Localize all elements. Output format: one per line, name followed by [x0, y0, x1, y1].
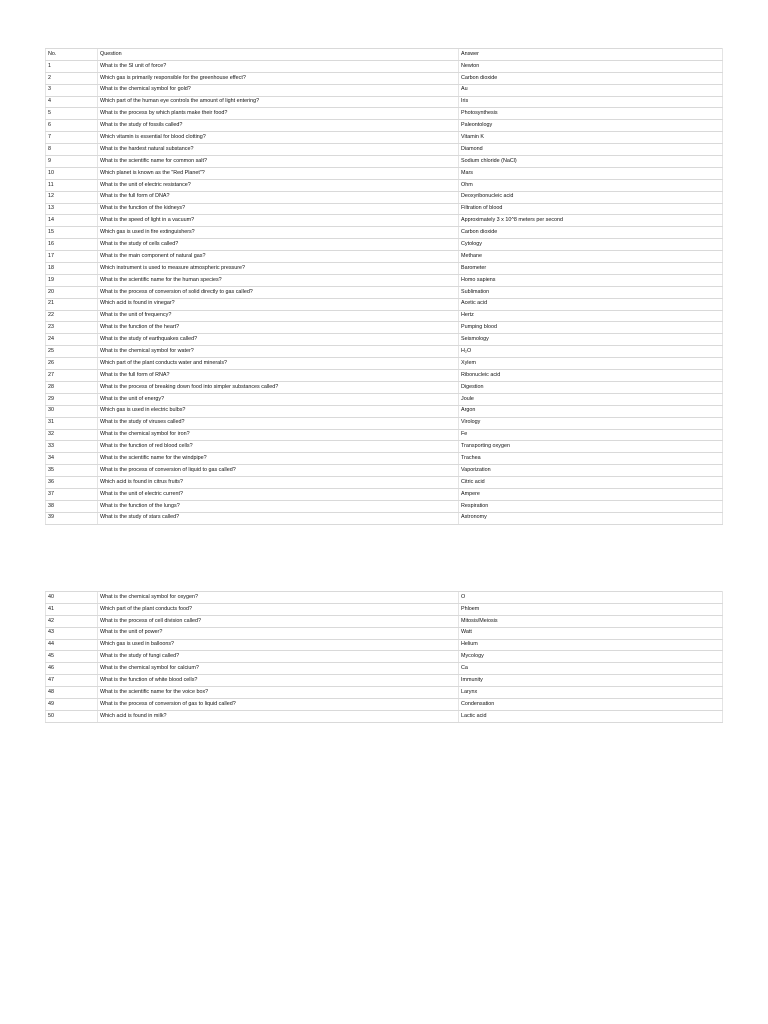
table-row: [46, 263, 723, 275]
answer-cell: Fe: [459, 429, 723, 441]
answer-cell: Hertz: [459, 310, 723, 322]
answer-cell: Watt: [459, 627, 723, 639]
row-number: 7: [46, 132, 98, 144]
answer-cell: Photosynthesis: [459, 108, 723, 120]
answer-cell: Virology: [459, 417, 723, 429]
question-cell: What is the SI unit of force?: [98, 60, 459, 72]
row-number: 8: [46, 144, 98, 156]
answer-cell: Digestion: [459, 381, 723, 393]
table-row: [46, 72, 723, 84]
question-cell: Which instrument is used to measure atmospheric pressure?: [98, 263, 459, 275]
table-row: [46, 322, 723, 334]
row-number: 24: [46, 334, 98, 346]
question-cell: What is the process of conversion of gas to liquid called?: [98, 699, 459, 711]
quiz-table-page-2: [45, 591, 723, 723]
table-row: [46, 512, 723, 524]
table-row: [46, 215, 723, 227]
question-cell: What is the study of fungi called?: [98, 651, 459, 663]
answer-cell: Citric acid: [459, 477, 723, 489]
question-cell: What is the function of the kidneys?: [98, 203, 459, 215]
answer-cell: Vitamin K: [459, 132, 723, 144]
row-number: 6: [46, 120, 98, 132]
question-cell: What is the study of earthquakes called?: [98, 334, 459, 346]
answer-cell: Homo sapiens: [459, 274, 723, 286]
answer-cell: Lactic acid: [459, 710, 723, 722]
answer-cell: Xylem: [459, 358, 723, 370]
question-cell: What is the chemical symbol for gold?: [98, 84, 459, 96]
answer-cell: Phloem: [459, 603, 723, 615]
question-cell: What is the process by which plants make their food?: [98, 108, 459, 120]
answer-cell: Carbon dioxide: [459, 72, 723, 84]
question-cell: What is the scientific name for the windpipe?: [98, 453, 459, 465]
row-number: 33: [46, 441, 98, 453]
row-number: 44: [46, 639, 98, 651]
answer-cell: Deoxyribonucleic acid: [459, 191, 723, 203]
row-number: 36: [46, 477, 98, 489]
row-number: 1: [46, 60, 98, 72]
table-row: [46, 441, 723, 453]
answer-cell: Ca: [459, 663, 723, 675]
answer-cell: Seismology: [459, 334, 723, 346]
answer-cell: Joule: [459, 393, 723, 405]
row-number: 14: [46, 215, 98, 227]
answer-cell: Trachea: [459, 453, 723, 465]
question-cell: What is the scientific name for the human species?: [98, 274, 459, 286]
answer-cell: Au: [459, 84, 723, 96]
table-row: [46, 179, 723, 191]
table-row: [46, 310, 723, 322]
row-number: 29: [46, 393, 98, 405]
question-cell: What is the unit of electric current?: [98, 488, 459, 500]
question-cell: What is the unit of power?: [98, 627, 459, 639]
table-row: [46, 639, 723, 651]
table-row: [46, 156, 723, 168]
question-cell: What is the chemical symbol for calcium?: [98, 663, 459, 675]
question-cell: What is the chemical symbol for iron?: [98, 429, 459, 441]
row-number: 5: [46, 108, 98, 120]
row-number: 4: [46, 96, 98, 108]
row-number: 12: [46, 191, 98, 203]
row-number: 43: [46, 627, 98, 639]
row-number: 22: [46, 310, 98, 322]
table-row: [46, 381, 723, 393]
row-number: 45: [46, 651, 98, 663]
question-cell: Which planet is known as the "Red Planet"?: [98, 167, 459, 179]
answer-cell: H₂O: [459, 346, 723, 358]
table-row: [46, 477, 723, 489]
question-cell: Which acid is found in citrus fruits?: [98, 477, 459, 489]
answer-cell: Vaporization: [459, 465, 723, 477]
table-row: [46, 429, 723, 441]
table-row: [46, 615, 723, 627]
row-number: 27: [46, 370, 98, 382]
row-number: 28: [46, 381, 98, 393]
table-row: [46, 334, 723, 346]
table-row: [46, 370, 723, 382]
answer-cell: Helium: [459, 639, 723, 651]
question-cell: Which part of the plant conducts food?: [98, 603, 459, 615]
table-row: [46, 298, 723, 310]
answer-cell: Approximately 3 x 10^8 meters per second: [459, 215, 723, 227]
question-cell: What is the process of breaking down food into simpler substances called?: [98, 381, 459, 393]
table-row: [46, 84, 723, 96]
row-number: 25: [46, 346, 98, 358]
table-row: [46, 132, 723, 144]
question-cell: What is the unit of energy?: [98, 393, 459, 405]
table-row: [46, 710, 723, 722]
question-cell: What is the study of fossils called?: [98, 120, 459, 132]
answer-cell: Mars: [459, 167, 723, 179]
answer-cell: Larynx: [459, 687, 723, 699]
table-row: [46, 120, 723, 132]
header-no: No.: [46, 49, 98, 61]
table-row: [46, 699, 723, 711]
header-question: Question: [98, 49, 459, 61]
answer-cell: Carbon dioxide: [459, 227, 723, 239]
table-row: [46, 488, 723, 500]
answer-cell: Condensation: [459, 699, 723, 711]
question-cell: What is the process of conversion of liquid to gas called?: [98, 465, 459, 477]
answer-cell: Argon: [459, 405, 723, 417]
row-number: 9: [46, 156, 98, 168]
table-body-page-2: [46, 592, 723, 723]
question-cell: Which part of the human eye controls the amount of light entering?: [98, 96, 459, 108]
question-cell: What is the process of conversion of solid directly to gas called?: [98, 286, 459, 298]
question-cell: What is the unit of electric resistance?: [98, 179, 459, 191]
question-cell: What is the scientific name for the voice box?: [98, 687, 459, 699]
row-number: 23: [46, 322, 98, 334]
table-row: [46, 286, 723, 298]
row-number: 48: [46, 687, 98, 699]
question-cell: What is the hardest natural substance?: [98, 144, 459, 156]
answer-cell: Diamond: [459, 144, 723, 156]
row-number: 2: [46, 72, 98, 84]
answer-cell: Methane: [459, 251, 723, 263]
answer-cell: Cytology: [459, 239, 723, 251]
answer-cell: Iris: [459, 96, 723, 108]
row-number: 41: [46, 603, 98, 615]
answer-cell: Ampere: [459, 488, 723, 500]
row-number: 49: [46, 699, 98, 711]
question-cell: What is the function of the lungs?: [98, 500, 459, 512]
table-row: [46, 687, 723, 699]
answer-cell: Mycology: [459, 651, 723, 663]
answer-cell: Ribonucleic acid: [459, 370, 723, 382]
answer-cell: Pumping blood: [459, 322, 723, 334]
row-number: 3: [46, 84, 98, 96]
answer-cell: Filtration of blood: [459, 203, 723, 215]
row-number: 26: [46, 358, 98, 370]
row-number: 40: [46, 592, 98, 604]
answer-cell: Respiration: [459, 500, 723, 512]
answer-cell: Immunity: [459, 675, 723, 687]
table-row: [46, 592, 723, 604]
question-cell: What is the study of viruses called?: [98, 417, 459, 429]
question-cell: What is the function of the heart?: [98, 322, 459, 334]
question-cell: What is the study of cells called?: [98, 239, 459, 251]
table-row: [46, 393, 723, 405]
table-row: [46, 191, 723, 203]
table-row: [46, 465, 723, 477]
table-row: [46, 203, 723, 215]
row-number: 15: [46, 227, 98, 239]
question-cell: What is the unit of frequency?: [98, 310, 459, 322]
answer-cell: Barometer: [459, 263, 723, 275]
answer-cell: Sublimation: [459, 286, 723, 298]
question-cell: What is the chemical symbol for oxygen?: [98, 592, 459, 604]
table-row: [46, 405, 723, 417]
question-cell: Which acid is found in milk?: [98, 710, 459, 722]
row-number: 32: [46, 429, 98, 441]
table-row: [46, 96, 723, 108]
row-number: 11: [46, 179, 98, 191]
question-cell: What is the chemical symbol for water?: [98, 346, 459, 358]
question-cell: What is the function of white blood cells?: [98, 675, 459, 687]
row-number: 39: [46, 512, 98, 524]
question-cell: What is the process of cell division called?: [98, 615, 459, 627]
row-number: 10: [46, 167, 98, 179]
table-row: [46, 663, 723, 675]
table-row: [46, 627, 723, 639]
row-number: 31: [46, 417, 98, 429]
question-cell: What is the scientific name for common salt?: [98, 156, 459, 168]
question-cell: What is the full form of RNA?: [98, 370, 459, 382]
answer-cell: Mitosis/Meiosis: [459, 615, 723, 627]
table-row: [46, 251, 723, 263]
table-row: [46, 651, 723, 663]
row-number: 19: [46, 274, 98, 286]
table-row: [46, 603, 723, 615]
quiz-table-page-1: [45, 48, 723, 525]
row-number: 34: [46, 453, 98, 465]
row-number: 20: [46, 286, 98, 298]
row-number: 13: [46, 203, 98, 215]
answer-cell: Sodium chloride (NaCl): [459, 156, 723, 168]
row-number: 17: [46, 251, 98, 263]
row-number: 42: [46, 615, 98, 627]
table-row: [46, 675, 723, 687]
question-cell: What is the main component of natural gas?: [98, 251, 459, 263]
answer-cell: Ohm: [459, 179, 723, 191]
answer-cell: Paleontology: [459, 120, 723, 132]
table-row: [46, 358, 723, 370]
answer-cell: Transporting oxygen: [459, 441, 723, 453]
question-cell: Which gas is used in fire extinguishers?: [98, 227, 459, 239]
row-number: 50: [46, 710, 98, 722]
question-cell: Which gas is used in electric bulbs?: [98, 405, 459, 417]
row-number: 35: [46, 465, 98, 477]
table-body-page-1: [46, 60, 723, 524]
question-cell: Which gas is used in balloons?: [98, 639, 459, 651]
table-row: [46, 144, 723, 156]
table-row: [46, 274, 723, 286]
table-row: [46, 167, 723, 179]
row-number: 47: [46, 675, 98, 687]
answer-cell: Acetic acid: [459, 298, 723, 310]
table-row: [46, 453, 723, 465]
table-row: [46, 108, 723, 120]
question-cell: Which acid is found in vinegar?: [98, 298, 459, 310]
row-number: 16: [46, 239, 98, 251]
question-cell: What is the function of red blood cells?: [98, 441, 459, 453]
question-cell: Which vitamin is essential for blood clotting?: [98, 132, 459, 144]
question-cell: Which part of the plant conducts water and minerals?: [98, 358, 459, 370]
table-row: [46, 60, 723, 72]
row-number: 18: [46, 263, 98, 275]
question-cell: What is the study of stars called?: [98, 512, 459, 524]
row-number: 46: [46, 663, 98, 675]
question-cell: What is the speed of light in a vacuum?: [98, 215, 459, 227]
table-row: [46, 346, 723, 358]
table-row: [46, 500, 723, 512]
header-answer: Answer: [459, 49, 723, 61]
table-row: [46, 239, 723, 251]
table-row: [46, 227, 723, 239]
question-cell: Which gas is primarily responsible for the greenhouse effect?: [98, 72, 459, 84]
answer-cell: Newton: [459, 60, 723, 72]
row-number: 37: [46, 488, 98, 500]
row-number: 30: [46, 405, 98, 417]
answer-cell: Astronomy: [459, 512, 723, 524]
row-number: 21: [46, 298, 98, 310]
question-cell: What is the full form of DNA?: [98, 191, 459, 203]
table-row: [46, 417, 723, 429]
answer-cell: O: [459, 592, 723, 604]
row-number: 38: [46, 500, 98, 512]
header-row: [46, 49, 723, 61]
